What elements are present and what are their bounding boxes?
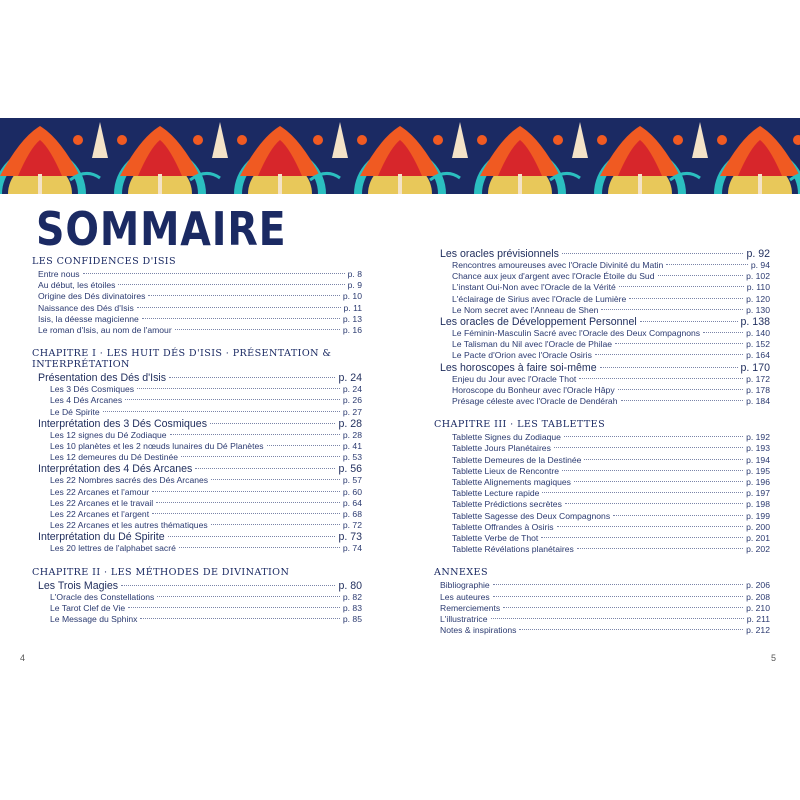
dot-leader (562, 253, 743, 254)
toc-entry[interactable] (32, 280, 362, 291)
section-heading-chapter-2: CHAPITRE II · LES MÉTHODES DE DIVINATION (32, 566, 290, 578)
page-title: SOMMAIRE (36, 202, 287, 256)
toc-entry-page: p. 41 (342, 441, 362, 452)
toc-entry-label: Les horoscopes à faire soi-même (440, 361, 597, 374)
toc-entry-label: Tablette Révélations planétaires (452, 544, 574, 555)
toc-entry-label: Les 22 Nombres sacrés des Dés Arcanes (50, 475, 209, 486)
toc-entry-label: Les Trois Magies (38, 579, 119, 592)
dot-leader (601, 309, 743, 310)
dot-leader (140, 618, 339, 619)
toc-entry-page: p. 26 (342, 395, 362, 406)
toc-entry[interactable] (434, 488, 770, 499)
dot-leader (584, 459, 743, 460)
toc-entry-page: p. 56 (338, 463, 362, 476)
toc-entry-label: Tablette Jours Planétaires (452, 443, 551, 454)
dot-leader (595, 354, 743, 355)
toc-entry-page: p. 194 (746, 454, 770, 465)
toc-entry-label: Les 22 Arcanes et l'argent (50, 509, 150, 520)
toc-entry-page: p. 138 (740, 316, 770, 329)
toc-entry-page: p. 102 (746, 271, 770, 282)
dot-leader (557, 526, 744, 527)
dot-leader (579, 378, 743, 379)
toc-entry-page: p. 152 (746, 339, 770, 350)
dot-leader (152, 491, 340, 492)
toc-entry[interactable] (434, 294, 770, 305)
lotus-stem (758, 174, 762, 194)
toc-entry[interactable] (32, 395, 362, 406)
toc-entry-page: p. 202 (746, 544, 770, 555)
toc-entry[interactable] (434, 592, 770, 603)
toc-entry-label: Tablette Lecture rapide (452, 488, 540, 499)
toc-entry-label: Tablette Demeures de la Destinée (452, 454, 582, 465)
toc-entry-label: Bibliographie (440, 580, 490, 591)
toc-entry-label: Notes & inspirations (440, 625, 517, 636)
toc-entry-page: p. 74 (342, 543, 362, 554)
toc-entry-label: Entre nous (38, 269, 80, 279)
toc-entry-page: p. 68 (342, 509, 362, 520)
toc-entry-label: Le Pacte d'Orion avec l'Oracle Osiris (452, 350, 592, 361)
dot-leader (703, 332, 743, 333)
toc-entry[interactable] (32, 325, 362, 336)
toc-entry[interactable] (434, 455, 770, 466)
toc-entry[interactable] (32, 487, 362, 498)
toc-entry[interactable] (434, 603, 770, 614)
dot-leader (629, 298, 743, 299)
dot-leader (577, 548, 743, 549)
toc-entry-label: Le Message du Sphinx (50, 614, 138, 625)
toc-entry-page: p. 53 (342, 452, 362, 463)
toc-entry-label: Le roman d'Isis, au nom de l'amour (38, 325, 172, 336)
toc-entry[interactable] (434, 522, 770, 533)
toc-entry-label: Le Féminin-Masculin Sacré avec l'Oracle des Deux Compagnons (452, 328, 701, 339)
toc-entry-page: p. 83 (342, 602, 362, 613)
toc-entry[interactable] (434, 544, 770, 555)
toc-entry-label: Isis, la déesse magicienne (38, 313, 139, 324)
dot-leader (666, 264, 748, 265)
toc-entry-label: Interprétation des 4 Dés Arcanes (38, 463, 193, 476)
toc-subsection[interactable] (32, 531, 362, 543)
small-flower (597, 135, 607, 145)
toc-entry-label: Le Dé Spirite (50, 406, 100, 417)
toc-entry[interactable] (434, 432, 770, 443)
toc-entry[interactable] (434, 328, 770, 339)
toc-entry[interactable] (434, 339, 770, 350)
toc-entry[interactable] (434, 499, 770, 510)
toc-entry-page: p. 64 (342, 497, 362, 508)
toc-right-column (434, 248, 770, 636)
toc-entry-label: Les 10 planètes et les 2 nœuds lunaires du Dé Planètes (50, 441, 264, 452)
toc-entry-label: Les 22 Arcanes et l'amour (50, 486, 150, 497)
toc-entry-page: p. 210 (746, 602, 770, 613)
papyrus-bud (212, 122, 228, 158)
toc-entry-page: p. 110 (746, 282, 770, 293)
toc-entry[interactable] (32, 384, 362, 395)
toc-entry-label: Rencontres amoureuses avec l'Oracle Divinité du Matin (452, 260, 664, 270)
toc-entry-page: p. 13 (342, 313, 362, 324)
toc-entry-page: p. 199 (746, 510, 770, 521)
toc-entry-page: p. 140 (746, 328, 770, 339)
chapter-1-list (32, 372, 362, 554)
toc-entry-label: L'illustratrice (440, 614, 488, 625)
toc-entry-label: Interprétation des 3 Dés Cosmiques (38, 417, 207, 430)
decorative-lotus-banner (0, 118, 800, 194)
dot-leader (121, 585, 335, 586)
toc-entry-label: Tablette Prédictions secrètes (452, 499, 562, 510)
chapter-2-list (32, 580, 362, 626)
small-flower (193, 135, 203, 145)
toc-entry[interactable] (32, 407, 362, 418)
dot-leader (103, 411, 340, 412)
toc-entry[interactable] (32, 452, 362, 463)
toc-entry[interactable] (32, 303, 362, 314)
toc-entry-label: Tablette Alignements magiques (452, 477, 571, 488)
toc-entry-page: p. 73 (338, 531, 362, 544)
annexes-list (434, 580, 770, 636)
dot-leader (169, 377, 335, 378)
toc-entry-label: Les oracles prévisionnels (440, 248, 559, 260)
toc-entry-label: Les oracles de Développement Personnel (440, 316, 637, 329)
lotus-stem (398, 174, 402, 194)
dot-leader (615, 343, 743, 344)
toc-entry-label: L'éclairage de Sirius avec l'Oracle de Lumière (452, 293, 627, 304)
toc-entry-page: p. 28 (342, 429, 362, 440)
toc-entry-page: p. 208 (746, 591, 770, 602)
toc-entry[interactable] (434, 271, 770, 282)
toc-entry[interactable] (434, 396, 770, 407)
section-heading-chapter-3: CHAPITRE III · LES TABLETTES (434, 419, 606, 431)
dot-leader (210, 423, 335, 424)
toc-entry-page: p. 80 (338, 579, 362, 592)
toc-entry-label: Les 20 lettres de l'alphabet sacré (50, 543, 176, 554)
dot-leader (574, 481, 743, 482)
toc-entry-label: Enjeu du Jour avec l'Oracle Thot (452, 373, 577, 384)
toc-entry-label: Les 12 signes du Dé Zodiaque (50, 429, 167, 440)
toc-entry[interactable] (434, 350, 770, 361)
toc-entry[interactable] (32, 314, 362, 325)
lotus-stem (38, 174, 42, 194)
dot-leader (600, 367, 738, 368)
toc-entry[interactable] (434, 385, 770, 396)
toc-entry-page: p. 9 (347, 280, 362, 291)
chapter-2-continued-list (434, 248, 770, 407)
toc-entry-label: Le Talisman du Nil avec l'Oracle de Philae (452, 339, 613, 350)
toc-entry-page: p. 120 (746, 293, 770, 304)
toc-entry-label: Naissance des Dés d'Isis (38, 302, 134, 313)
toc-entry-page: p. 130 (746, 304, 770, 315)
toc-entry-label: Le Tarot Clef de Vie (50, 602, 126, 613)
toc-entry-page: p. 172 (746, 373, 770, 384)
section-heading-annexes: ANNEXES (434, 567, 488, 579)
lotus-stem (638, 174, 642, 194)
dot-leader (125, 399, 340, 400)
dot-leader (157, 596, 340, 597)
toc-entry[interactable] (434, 477, 770, 488)
toc-entry[interactable] (434, 374, 770, 385)
small-flower (793, 135, 800, 145)
dot-leader (542, 492, 743, 493)
dot-leader (211, 479, 340, 480)
toc-entry[interactable] (434, 466, 770, 477)
toc-entry-page: p. 170 (740, 361, 770, 374)
toc-entry[interactable] (434, 282, 770, 293)
dot-leader (175, 329, 340, 330)
toc-entry-label: Les 4 Dés Arcanes (50, 395, 123, 406)
toc-entry-label: Les 12 demeures du Dé Destinée (50, 452, 179, 463)
small-flower (673, 135, 683, 145)
toc-subsection[interactable] (32, 580, 362, 592)
small-flower (117, 135, 127, 145)
toc-entry-page: p. 211 (746, 614, 770, 625)
dot-leader (640, 321, 738, 322)
dot-leader (137, 307, 341, 308)
toc-entry-label: Les auteures (440, 591, 490, 602)
toc-entry-page: p. 197 (746, 488, 770, 499)
dot-leader (142, 318, 340, 319)
toc-entry-page: p. 57 (342, 475, 362, 486)
lotus-stem (278, 174, 282, 194)
toc-entry[interactable] (32, 430, 362, 441)
dot-leader (83, 273, 345, 274)
toc-subsection[interactable] (434, 362, 770, 374)
dot-leader (618, 389, 743, 390)
toc-entry[interactable] (32, 520, 362, 531)
dot-leader (118, 284, 344, 285)
toc-entry-label: Le Nom secret avec l'Anneau de Shen (452, 304, 599, 315)
dot-leader (565, 503, 743, 504)
small-flower (477, 135, 487, 145)
dot-leader (211, 524, 340, 525)
small-flower (433, 135, 443, 145)
lotus-stem (518, 174, 522, 194)
toc-entry[interactable] (434, 625, 770, 636)
papyrus-bud (692, 122, 708, 158)
lotus-stem (158, 174, 162, 194)
toc-entry-page: p. 164 (746, 350, 770, 361)
small-flower (237, 135, 247, 145)
toc-entry[interactable] (32, 441, 362, 452)
dot-leader (621, 400, 744, 401)
toc-entry-label: Tablette Lieux de Rencontre (452, 465, 560, 476)
small-flower (553, 135, 563, 145)
toc-entry-page: p. 192 (746, 432, 770, 443)
small-flower (313, 135, 323, 145)
toc-subsection[interactable] (32, 463, 362, 475)
dot-leader (170, 434, 340, 435)
toc-entry[interactable] (434, 443, 770, 454)
dot-leader (491, 618, 744, 619)
toc-entry[interactable] (434, 511, 770, 522)
dot-leader (493, 596, 743, 597)
toc-left-column (32, 256, 362, 625)
toc-entry-label: Au début, les étoiles (38, 280, 116, 291)
dot-leader (503, 607, 743, 608)
toc-entry-label: Origine des Dés divinatoires (38, 291, 146, 302)
toc-entry-page: p. 27 (342, 406, 362, 417)
toc-entry-page: p. 196 (746, 477, 770, 488)
toc-entry-page: p. 198 (746, 499, 770, 510)
toc-entry-page: p. 24 (342, 384, 362, 395)
dot-leader (168, 536, 336, 537)
dot-leader (562, 470, 743, 471)
dot-leader (519, 629, 743, 630)
small-flower (717, 135, 727, 145)
toc-entry[interactable] (32, 509, 362, 520)
toc-entry-label: Présentation des Dés d'Isis (38, 372, 167, 385)
chapter-3-list (434, 432, 770, 555)
toc-entry-page: p. 82 (342, 591, 362, 602)
dot-leader (181, 456, 340, 457)
page-number-left: 4 (20, 653, 26, 663)
toc-entry[interactable] (434, 533, 770, 544)
toc-entry[interactable] (434, 614, 770, 625)
papyrus-bud (452, 122, 468, 158)
dot-leader (541, 537, 743, 538)
dot-leader (267, 445, 340, 446)
toc-entry[interactable] (434, 580, 770, 591)
toc-entry-label: Les 3 Dés Cosmiques (50, 384, 135, 395)
toc-entry-label: Interprétation du Dé Spirite (38, 531, 165, 544)
toc-entry[interactable] (32, 269, 362, 280)
toc-entry-page: p. 24 (338, 372, 362, 385)
dot-leader (554, 447, 743, 448)
toc-entry[interactable] (32, 603, 362, 614)
toc-subsection[interactable] (434, 316, 770, 328)
toc-entry-label: Chance aux jeux d'argent avec l'Oracle Étoile du Sud (452, 271, 655, 282)
toc-entry-page: p. 92 (746, 248, 770, 260)
toc-entry-page: p. 212 (746, 625, 770, 636)
dot-leader (619, 286, 744, 287)
papyrus-bud (572, 122, 588, 158)
toc-entry-page: p. 206 (746, 580, 770, 591)
papyrus-bud (92, 122, 108, 158)
toc-entry-label: Remerciements (440, 602, 501, 613)
confidences-list (32, 269, 362, 336)
section-heading-confidences: LES CONFIDENCES D'ISIS (32, 256, 176, 267)
toc-entry[interactable] (32, 291, 362, 302)
toc-subsection[interactable] (32, 372, 362, 384)
toc-entry-label: Horoscope du Bonheur avec l'Oracle Hâpy (452, 384, 615, 395)
toc-entry-page: p. 178 (746, 384, 770, 395)
toc-entry-label: Tablette Sagesse des Deux Compagnons (452, 510, 611, 521)
small-flower (357, 135, 367, 145)
toc-entry-page: p. 200 (746, 521, 770, 532)
dot-leader (179, 547, 340, 548)
toc-entry-label: Tablette Signes du Zodiaque (452, 432, 561, 443)
toc-entry-page: p. 193 (746, 443, 770, 454)
dot-leader (564, 436, 743, 437)
toc-entry[interactable] (434, 260, 770, 271)
toc-entry-page: p. 8 (347, 269, 362, 279)
toc-entry-label: Tablette Verbe de Thot (452, 533, 539, 544)
toc-entry[interactable] (32, 592, 362, 603)
toc-entry[interactable] (32, 498, 362, 509)
toc-subsection[interactable] (32, 418, 362, 430)
papyrus-bud (332, 122, 348, 158)
section-heading-chapter-1: CHAPITRE I · LES HUIT DÉS D'ISIS · PRÉSENTATION & INTERPRÉTATION (32, 348, 332, 371)
toc-entry-page: p. 11 (343, 302, 362, 313)
toc-entry-page: p. 16 (342, 325, 362, 336)
dot-leader (128, 607, 340, 608)
toc-entry-page: p. 28 (338, 417, 362, 430)
toc-entry-page: p. 201 (746, 533, 770, 544)
dot-leader (137, 388, 340, 389)
toc-entry-page: p. 85 (342, 614, 362, 625)
dot-leader (156, 502, 340, 503)
dot-leader (658, 275, 744, 276)
toc-entry[interactable] (32, 543, 362, 554)
dot-leader (148, 295, 339, 296)
toc-entry-label: Les 22 Arcanes et les autres thématiques (50, 520, 208, 531)
toc-entry[interactable] (434, 305, 770, 316)
dot-leader (195, 468, 335, 469)
dot-leader (152, 513, 340, 514)
toc-entry-page: p. 195 (746, 465, 770, 476)
toc-subsection[interactable] (434, 248, 770, 260)
page-number-right: 5 (771, 653, 777, 663)
toc-entry-label: Les 22 Arcanes et le travail (50, 497, 154, 508)
toc-entry-page: p. 94 (750, 260, 770, 270)
toc-entry[interactable] (32, 475, 362, 486)
toc-entry-label: Tablette Offrandes à Osiris (452, 521, 554, 532)
small-flower (73, 135, 83, 145)
toc-entry-page: p. 60 (342, 486, 362, 497)
toc-entry[interactable] (32, 614, 362, 625)
toc-entry-label: L'Oracle des Constellations (50, 591, 155, 602)
dot-leader (613, 515, 743, 516)
toc-entry-page: p. 72 (342, 520, 362, 531)
toc-entry-page: p. 184 (746, 396, 770, 407)
dot-leader (493, 584, 743, 585)
toc-entry-label: L'instant Oui-Non avec l'Oracle de la Vérité (452, 282, 616, 293)
toc-entry-label: Présage céleste avec l'Oracle de Dendérah (452, 396, 618, 407)
toc-entry-page: p. 10 (342, 291, 362, 302)
